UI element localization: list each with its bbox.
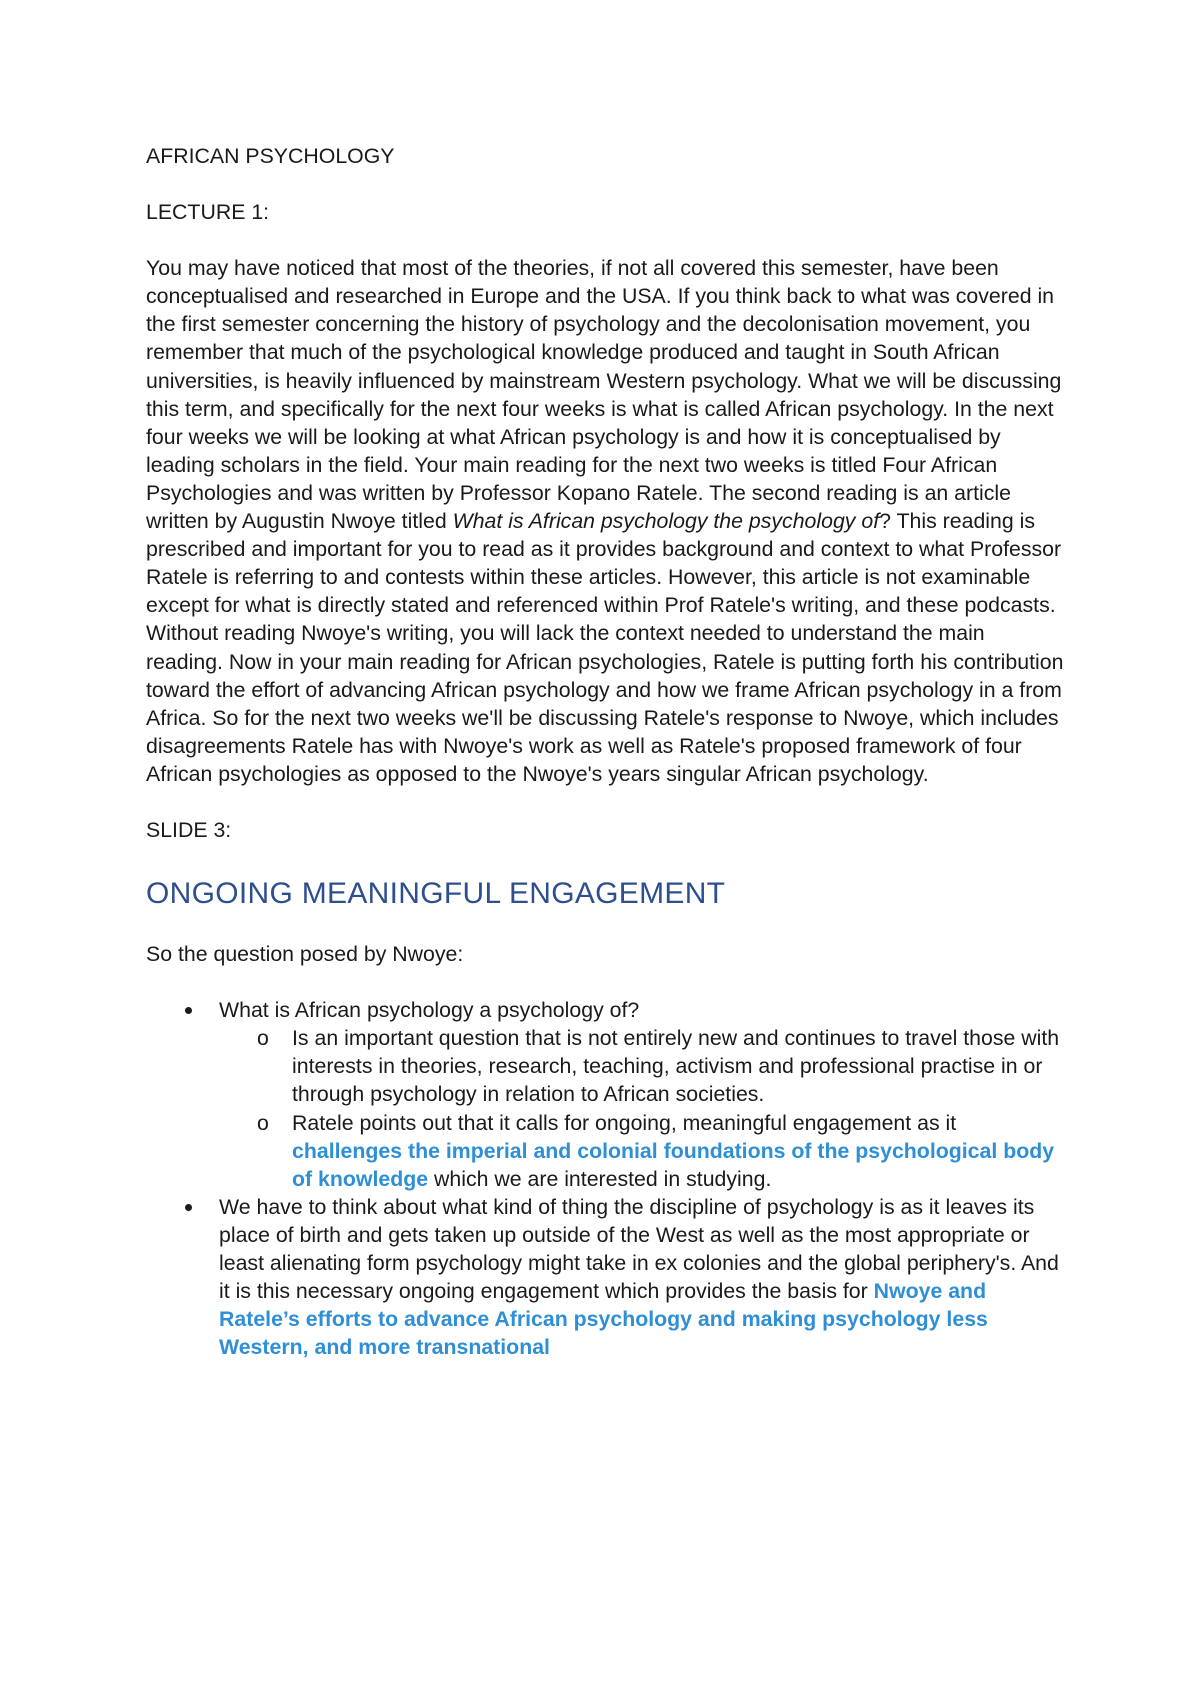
document-title: AFRICAN PSYCHOLOGY <box>146 144 395 168</box>
sub-list-item <box>219 1109 1066 1193</box>
circle-bullet-icon: o <box>257 1110 269 1135</box>
question-intro: So the question posed by Nwoye: <box>146 942 464 967</box>
sub-item-text: Ratele points out that it calls for ongoing, meaningful engagement as it <box>292 1110 957 1135</box>
intro-paragraph <box>146 254 1066 788</box>
highlighted-text: challenges the imperial and colonial foundations of the psychological body of knowledge <box>292 1138 1055 1191</box>
bullet-text: We have to think about what kind of thing the discipline of psychology is as it leaves its place of birth and gets taken up outside of the West as well as the most appropriate or least alienating form psychology might take in ex colonies and the global periphery's. And it is this necessary ongoing engagement which provides the basis for <box>219 1194 1059 1304</box>
bullet-icon <box>185 1204 192 1211</box>
bullet-icon <box>185 1007 192 1014</box>
document-page <box>146 142 1066 1361</box>
sub-item-text-end: which we are interested in studying. <box>428 1166 772 1191</box>
bullet-list <box>146 996 1066 1361</box>
reading-title-italic: What is African psychology the psychology of <box>452 509 880 534</box>
intro-text-part2: ? This reading is prescribed and important for you to read as it provides background and context to what Professor Ratele is referring to and contests within these articles. However, this article is not examinable except for what is directly stated and referenced within Prof Ratele's writing, and these podcasts. Without reading Nwoye's writing, you will lack the context needed to understand the main reading. Now in your main reading for African psychologies, Ratele is putting forth his contribution toward the effort of advancing African psychology and how we frame African psychology in a from Africa. So for the next two weeks we'll be discussing Ratele's response to Nwoye, which includes disagreements Ratele has with Nwoye's work as well as Ratele's proposed framework of four African psychologies as opposed to the Nwoye's years singular African psychology. <box>146 509 1064 786</box>
section-heading: ONGOING MEANINGFUL ENGAGEMENT <box>146 877 726 911</box>
sub-list <box>219 1024 1066 1193</box>
circle-bullet-icon: o <box>257 1026 269 1051</box>
lecture-label: LECTURE 1: <box>146 200 270 225</box>
intro-text-part1: You may have noticed that most of the theories, if not all covered this semester, have been conceptualised and researched in Europe and the USA. If you think back to what was covered in the first semester concerning the history of psychology and the decolonisation movement, you remember that much of the psychological knowledge produced and taught in South African universities, is heavily influenced by mainstream Western psychology. What we will be discussing this term, and specifically for the next four weeks is what is called African psychology. In the next four weeks we will be looking at what African psychology is and how it is conceptualised by leading scholars in the field. Your main reading for the next two weeks is titled Four African Psychologies and was written by Professor Kopano Ratele. The second reading is an article written by Augustin Nwoye titled <box>146 256 1062 534</box>
sub-list-item <box>219 1024 1066 1108</box>
bullet-text: What is African psychology a psychology of? <box>219 998 640 1023</box>
list-item <box>146 1193 1066 1362</box>
highlighted-text: Nwoye and Ratele’s efforts to advance African psychology and making psychology less Western, and more transnational <box>219 1279 988 1360</box>
sub-item-text: Is an important question that is not entirely new and continues to travel those with interests in theories, research, teaching, activism and professional practise in or through psychology in relation to African societies. <box>292 1026 1060 1107</box>
list-item <box>146 996 1066 1193</box>
slide-label: SLIDE 3: <box>146 817 232 842</box>
